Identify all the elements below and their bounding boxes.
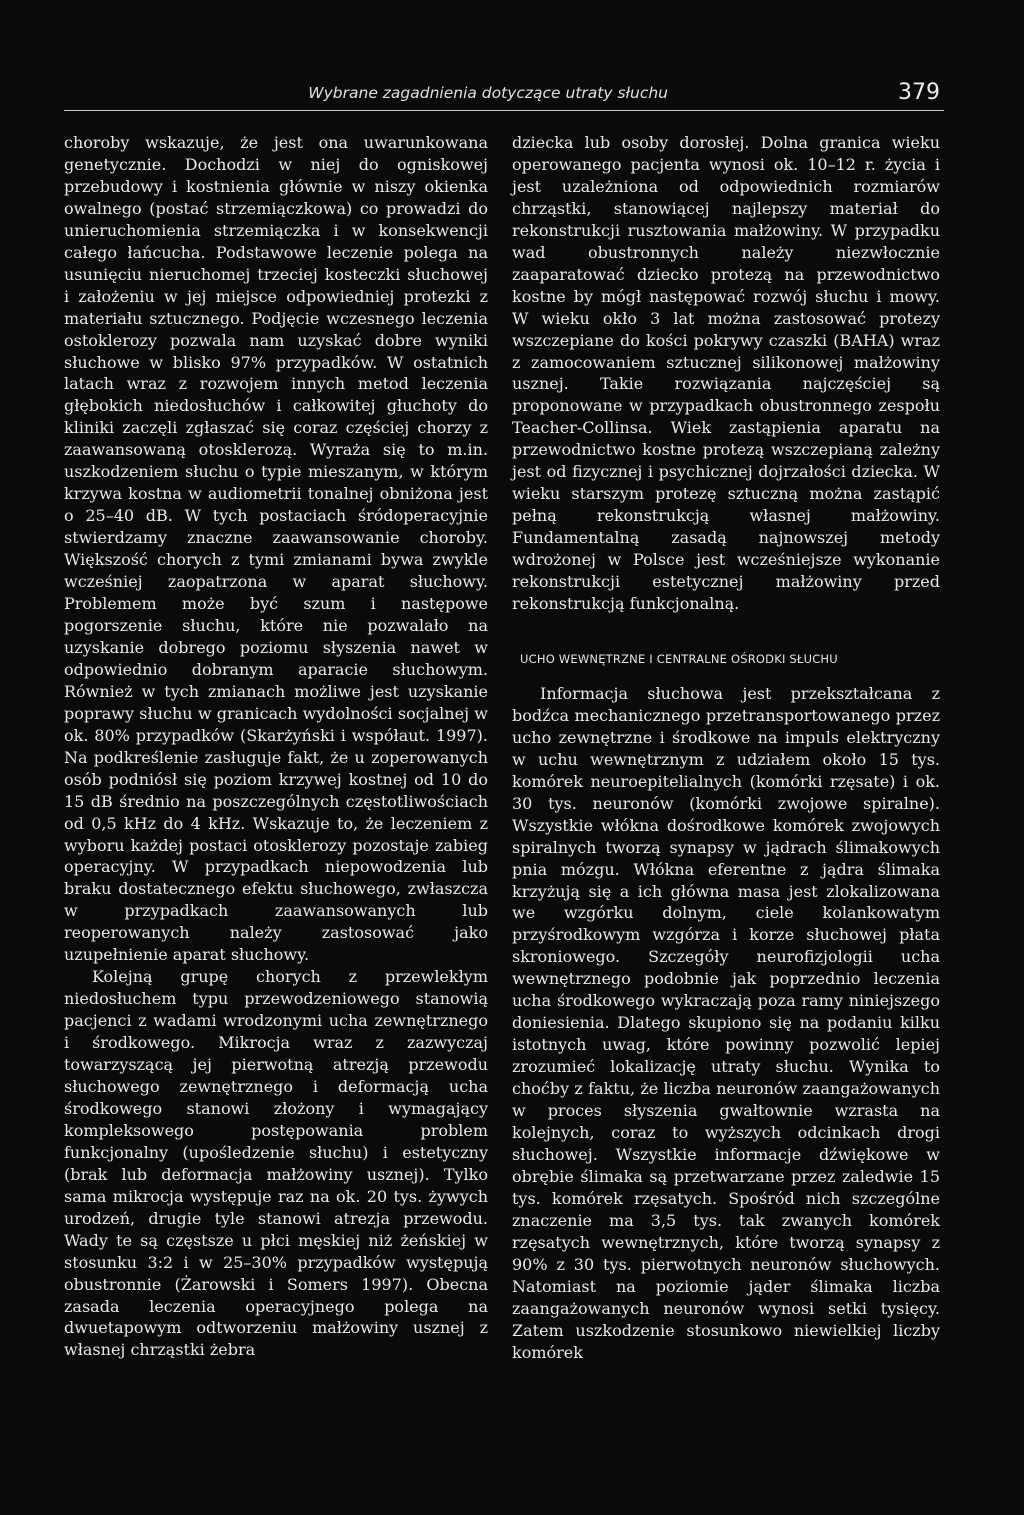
left-column: [64, 132, 488, 1361]
page-number: 379: [898, 80, 940, 105]
running-header: [64, 80, 944, 111]
paragraph: Kolejną grupę chorych z przewlekłym niedosłuchem typu przewodzeniowego stanowią pacjenci z wadami wrodzonymi ucha zewnętrznego i środkowego. Mikrocja wraz z zazwyczaj towarzyszącą jej pierwotną atrezją przewodu słuchowego zewnętrznego i deformacją ucha środkowego stanowi złożony i wymagający kompleksowego postępowania problem funkcjonalny (upośledzenie słuchu) i estetyczny (brak lub deformacja małżowiny usznej). Tylko sama mikrocja występuje raz na ok. 20 tys. żywych urodzeń, drugie tyle stanowi atrezja przewodu. Wady te są częstsze u płci męskiej niż żeńskiej w stosunku 3:2 i w 25–30% przypadków występują obustronnie (Żarowski i Somers 1997). Obecna zasada leczenia operacyjnego polega na dwuetapowym odtworzeniu małżowiny usznej z własnej chrząstki żebra: [64, 967, 488, 1360]
section-heading: UCHO WEWNĘTRZNE I CENTRALNE OŚRODKI SŁUCHU: [520, 651, 838, 666]
paragraph: Informacja słuchowa jest przekształcana z bodźca mechanicznego przetransportowanego przez ucho zewnętrzne i środkowe na impuls elektryczny w uchu wewnętrznym z udziałem około 15 tys. komórek neuroepitelialnych (komórki rzęsate) i ok. 30 tys. neuronów (komórki zwojowe spiralne). Wszystkie włókna dośrodkowe komórek zwojowych spiralnych tworzą synapsy w jądrach ślimakowych pnia mózgu. Włókna eferentne z jądra ślimaka krzyżują się a ich główna masa jest zlokalizowana we wzgórku dolnym, ciele kolankowatym przyśrodkowym wzgórza i korze słuchowej płata skroniowego. Szczegóły neurofizjologii ucha wewnętrznego podobnie jak poprzednio leczenia ucha środkowego wykraczają poza ramy niniejszego doniesienia. Dlatego skupiono się na podaniu kilku istotnych uwag, które powinny pozwolić lepiej zrozumieć lokalizację utraty słuchu. Wynika to choćby z faktu, że liczba neuronów zaangażowanych w proces słyszenia gwałtownie wzrasta na kolejnych, coraz to wyższych odcinkach drogi słuchowej. Wszystkie informacje dźwiękowe w obrębie ślimaka są przetwarzane przez zaledwie 15 tys. komórek rzęsatych. Spośród nich szczególne znaczenie ma 3,5 tys. tak zwanych komórek rzęsatych wewnętrznych, które tworzą synapsy z 90% z 30 tys. pierwotnych neuronów słuchowych. Natomiast na poziomie jąder ślimaka liczba zaangażowanych neuronów wynosi setki tysięcy. Zatem uszkodzenie stosunkowo niewielkiej liczby komórek: [512, 683, 940, 1362]
paragraph: choroby wskazuje, że jest ona uwarunkowana genetycznie. Dochodzi w niej do ogniskowej przebudowy i kostnienia głównie w niszy okienka owalnego (postać strzemiączkowa) co prowadzi do unieruchomienia strzemiączka i w konsekwencji całego łańcucha. Podstawowe leczenie polega na usunięciu nieruchomej trzeciej kosteczki słuchowej i założeniu w jej miejsce odpowiedniej protezki z materiału sztucznego. Podjęcie wczesnego leczenia ostoklerozy pozwala nam uzyskać dobre wyniki słuchowe w blisko 97% przypadków. W ostatnich latach wraz z rozwojem innych metod leczenia głębokich niedosłuchów i całkowitej głuchoty do kliniki zaczęli zgłaszać się coraz częściej chorzy z zaawansowaną otosklerozą. Wyraża się to m.in. uszkodzeniem słuchu o typie mieszanym, w którym krzywa kostna w audiometrii tonalnej obniżona jest o 25–40 dB. W tych postaciach śródoperacyjnie stwierdzamy znaczne zaawansowanie choroby. Większość chorych z tymi zmianami bywa zwykle wcześniej zaopatrzona w aparat słuchowy. Problemem może być szum i następowe pogorszenie słuchu, które nie pozwalało na uzyskanie dobrego poziomu słyszenia nawet w odpowiednio dobranym aparacie słuchowym. Również w tych zmianach możliwe jest uzyskanie poprawy słuchu w granicach wydolności socjalnej w ok. 80% przypadków (Skarżyński i współaut. 1997). Na podkreślenie zasługuje fakt, że u zoperowanych osób podniósł się poziom krzywej kostnej od 10 do 15 dB średnio na poszczególnych częstotliwościach od 0,5 kHz do 4 kHz. Wskazuje to, że leczeniem z wyboru każdej postaci otosklerozy pozostaje zabieg operacyjny. W przypadkach niepowodzenia lub braku dostatecznego efektu słuchowego, zwłaszcza w przypadkach zaawansowanych lub reoperowanych należy zastosować jako uzupełnienie aparat słuchowy.: [64, 133, 488, 965]
running-title: Wybrane zagadnienia dotyczące utraty słuchu: [308, 84, 668, 102]
right-column: [512, 132, 940, 1363]
paragraph: dziecka lub osoby dorosłej. Dolna granica wieku operowanego pacjenta wynosi ok. 10–12 r. życia i jest uzależniona od odpowiednich rozmiarów chrząstki, stanowiącej najlepszy materiał do rekonstrukcji rusztowania małżowiny. W przypadku wad obustronnych należy niezwłocznie zaaparatować dziecko protezą na przewodnictwo kostne by mógł następować rozwój słuchu i mowy. W wieku okło 3 lat można zastosować protezy wszczepiane do kości pokrywy czaszki (BAHA) wraz z zamocowaniem sztucznej silikonowej małżowiny usznej. Takie rozwiązania najczęściej są proponowane w przypadkach obustronnego zespołu Teacher-Collinsa. Wiek zastąpienia aparatu na przewodnictwo kostne protezą wszczepianą zależny jest od fizycznej i psychicznej dojrzałości dziecka. W wieku starszym protezę sztuczną można zastąpić pełną rekonstrukcją własnej małżowiny. Fundamentalną zasadą najnowszej metody wdrożonej w Polsce jest wcześniejsze wykonanie rekonstrukcji estetycznej małżowiny przed rekonstrukcją funkcjonalną.: [512, 133, 940, 614]
